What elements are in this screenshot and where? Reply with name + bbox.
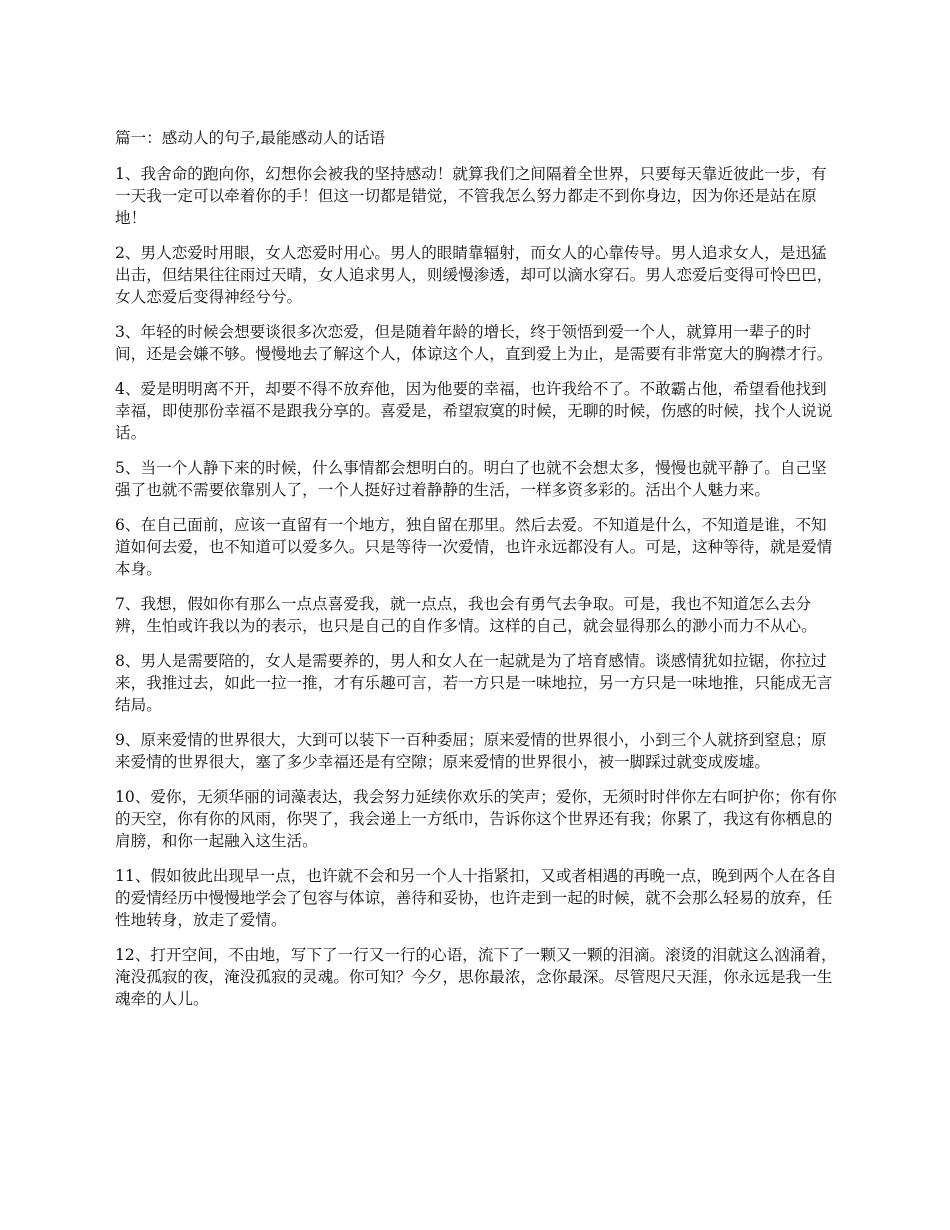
document-title: 篇一：感动人的句子,最能感动人的话语 bbox=[115, 129, 386, 147]
paragraph-1: 1、我舍命的跑向你，幻想你会被我的坚持感动！就算我们之间隔着全世界，只要每天靠近彼此一步，有一天我一定可以牵着你的手！但这一切都是错觉，不管我怎么努力都走不到你身边，因为你还是站在原地！ bbox=[115, 165, 827, 227]
document-body bbox=[115, 127, 840, 1023]
paragraph-4: 4、爱是明明离不开，却要不得不放弃他，因为他要的幸福，也许我给不了。不敢霸占他，希望看他找到幸福，即使那份幸福不是跟我分享的。喜爱是，希望寂寞的时候，无聊的时候，伤感的时候，找个人说说话。 bbox=[115, 380, 833, 442]
paragraph-5: 5、当一个人静下来的时候，什么事情都会想明白的。明白了也就不会想太多，慢慢也就平静了。自己坚强了也就不需要依靠别人了，一个人挺好过着静静的生活，一样多资多彩的。活出个人魅力来。 bbox=[115, 459, 827, 499]
paragraph-11: 11、假如彼此出现早一点，也许就不会和另一个人十指紧扣，又或者相遇的再晚一点，晚到两个人在各自的爱情经历中慢慢地学会了包容与体谅，善待和妥协，也许走到一起的时候，就不会那么轻易的放弃，任性地转身，放走了爱情。 bbox=[115, 867, 837, 929]
paragraph-9: 9、原来爱情的世界很大，大到可以装下一百种委屈；原来爱情的世界很小，小到三个人就挤到窒息；原来爱情的世界很大，塞了多少幸福还是有空隙；原来爱情的世界很小，被一脚踩过就变成废墟。 bbox=[115, 731, 827, 771]
paragraph-3: 3、年轻的时候会想要谈很多次恋爱，但是随着年龄的增长，终于领悟到爱一个人，就算用一辈子的时间，还是会嫌不够。慢慢地去了解这个人，体谅这个人，直到爱上为止，是需要有非常宽大的胸襟才行。 bbox=[115, 323, 833, 363]
paragraph-7: 7、我想，假如你有那么一点点喜爱我，就一点点，我也会有勇气去争取。可是，我也不知道怎么去分辨，生怕或许我以为的表示，也只是自己的自作多情。这样的自己，就会显得那么的渺小而力不从心。 bbox=[115, 595, 817, 635]
paragraph-8: 8、男人是需要陪的，女人是需要养的，男人和女人在一起就是为了培育感情。谈感情犹如拉锯，你拉过来，我推过去，如此一拉一推，才有乐趣可言，若一方只是一味地拉，另一方只是一味地推，只能成无言结局。 bbox=[115, 652, 833, 714]
paragraph-12: 12、打开空间，不由地，写下了一行又一行的心语，流下了一颗又一颗的泪滴。滚烫的泪就这么汹涌着，淹没孤寂的夜，淹没孤寂的灵魂。你可知？今夕，思你最浓，念你最深。尽管咫尺天涯，你永远是我一生魂牵的人儿。 bbox=[115, 946, 837, 1008]
paragraph-10: 10、爱你，无须华丽的词藻表达，我会努力延续你欢乐的笑声；爱你，无须时时伴你左右呵护你；你有你的天空，你有你的风雨，你哭了，我会递上一方纸巾，告诉你这个世界还有我；你累了，我这有你栖息的肩膀，和你一起融入这生活。 bbox=[115, 788, 837, 850]
paragraph-2: 2、男人恋爱时用眼，女人恋爱时用心。男人的眼睛靠辐射，而女人的心靠传导。男人追求女人，是迅猛出击，但结果往往雨过天晴，女人追求男人，则缓慢渗透，却可以滴水穿石。男人恋爱后变得可怜巴巴，女人恋爱后变得神经兮兮。 bbox=[115, 244, 833, 306]
paragraph-6: 6、在自己面前，应该一直留有一个地方，独自留在那里。然后去爱。不知道是什么，不知道是谁，不知道如何去爱，也不知道可以爱多久。只是等待一次爱情，也许永远都没有人。可是，这种等待，就是爱情本身。 bbox=[115, 516, 833, 578]
